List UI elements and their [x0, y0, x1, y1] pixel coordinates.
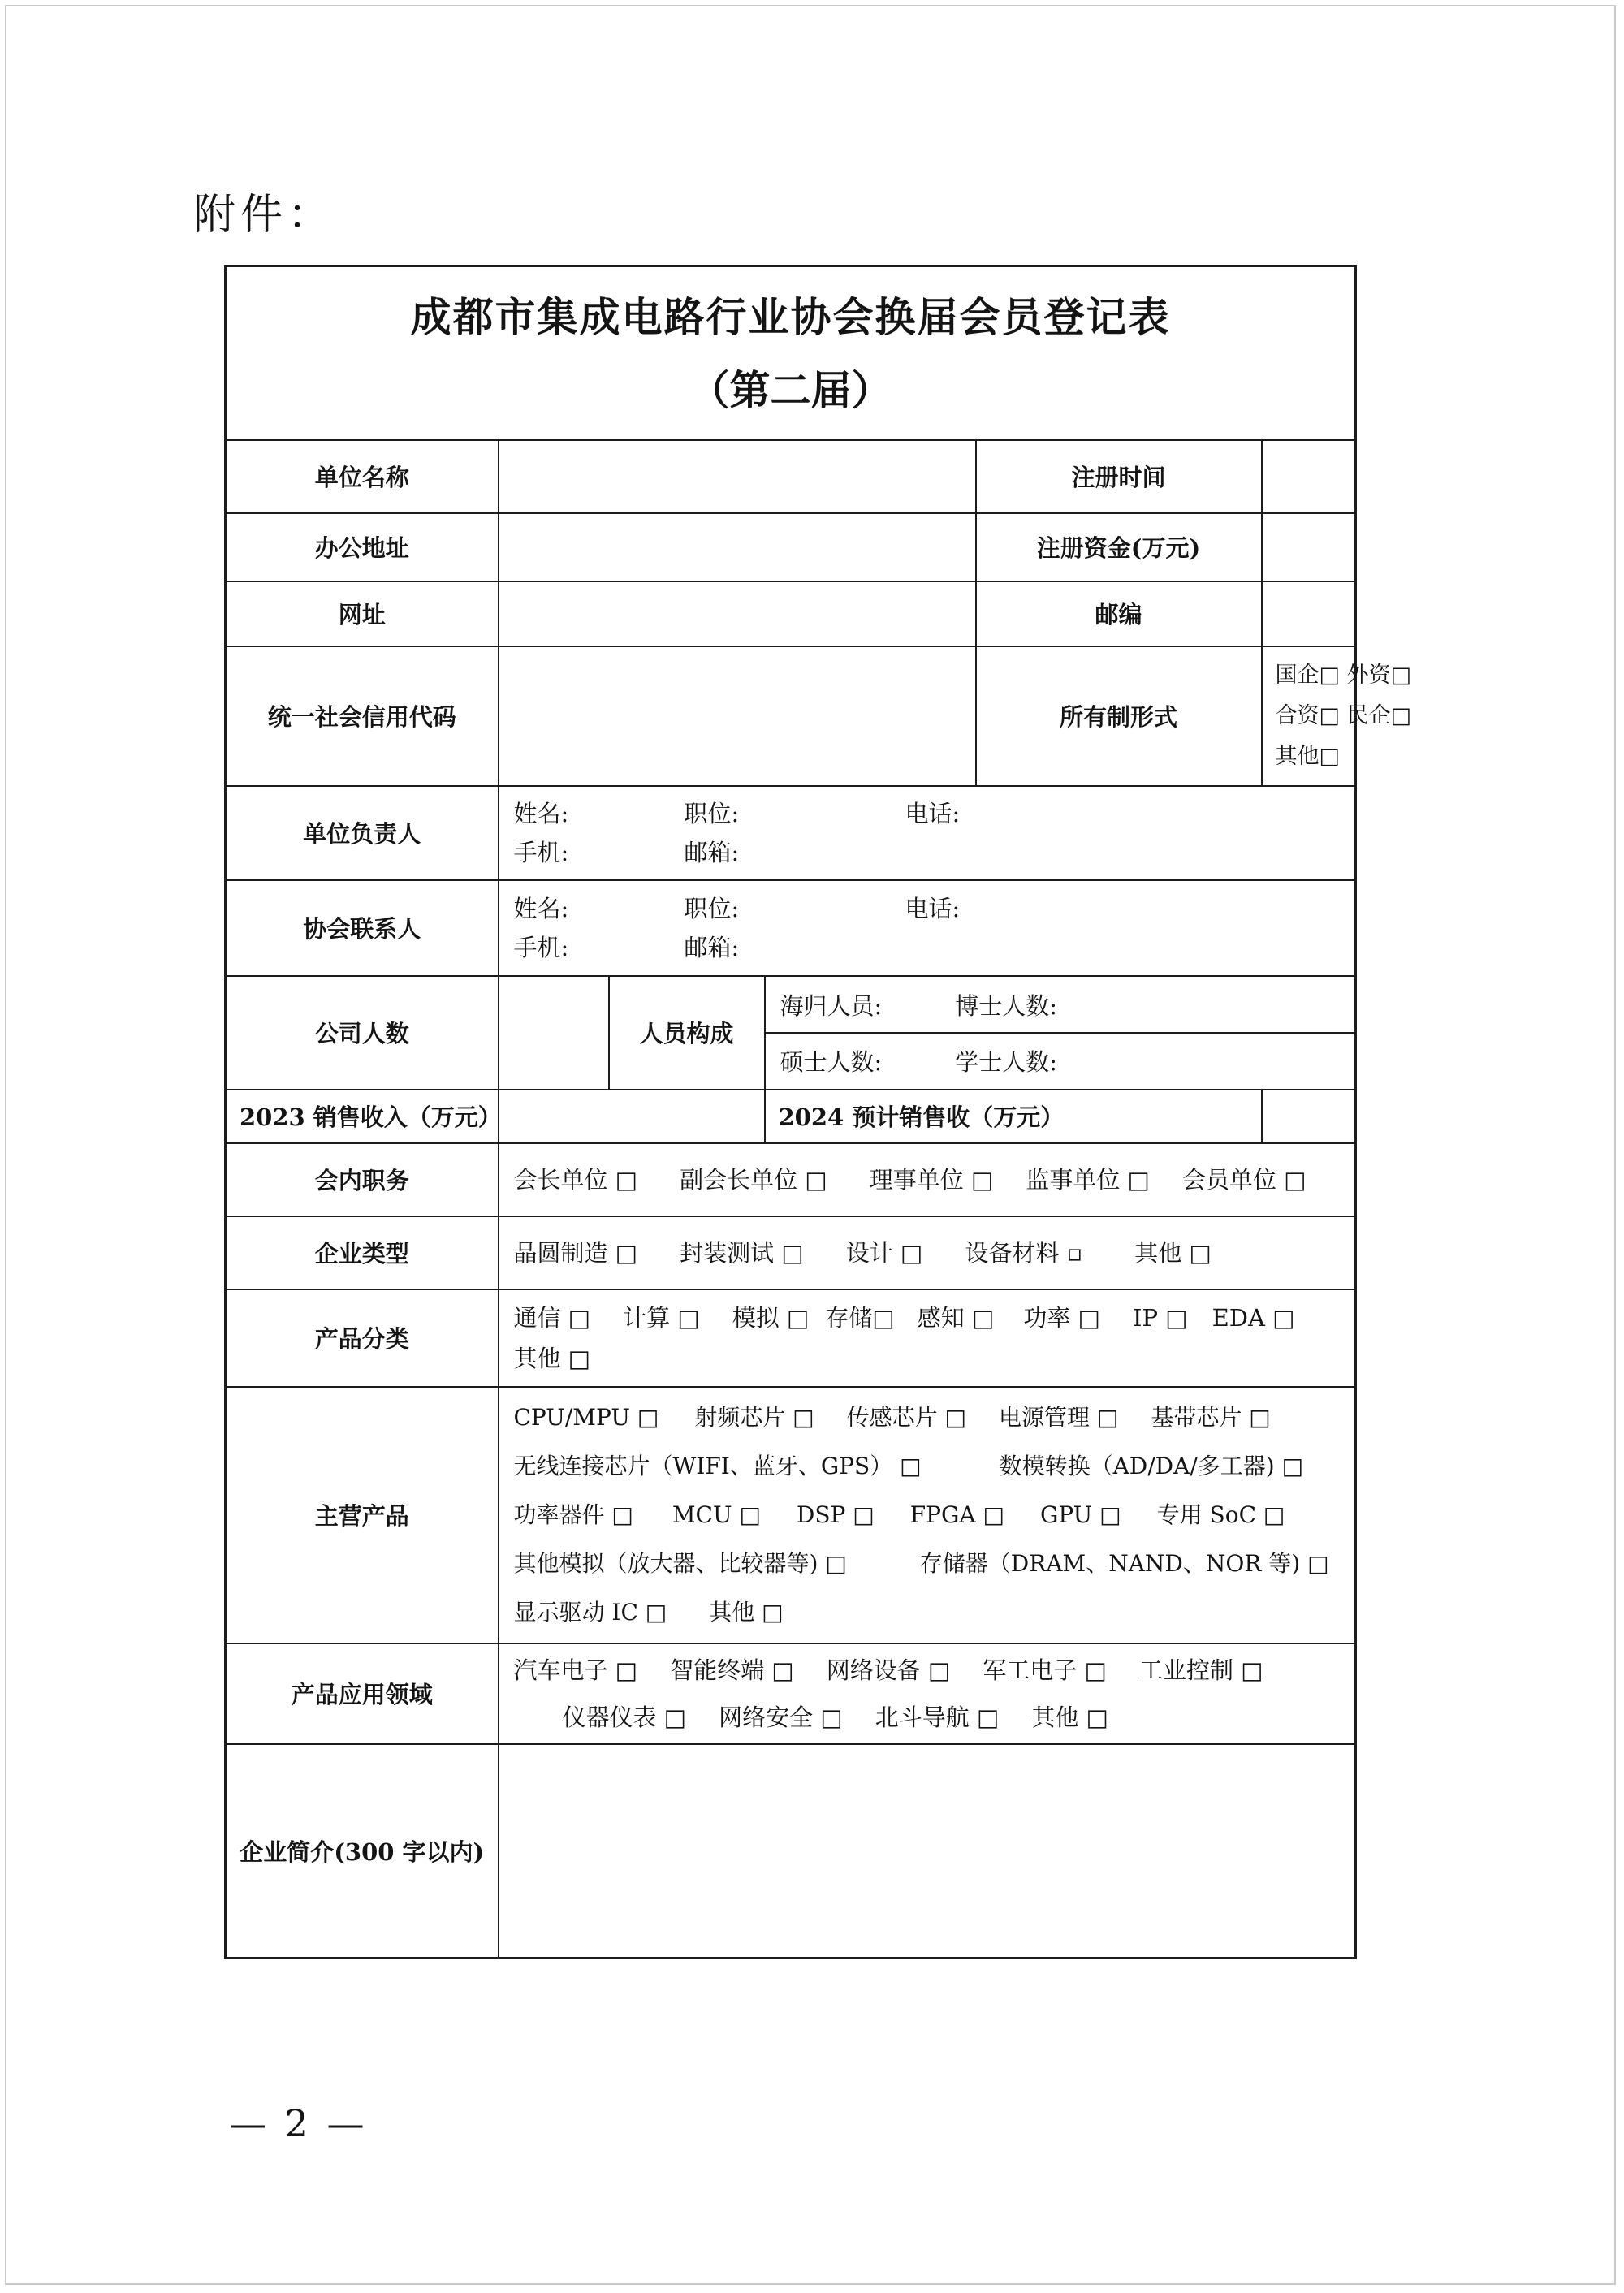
sales-2024-field[interactable] — [1262, 1090, 1356, 1143]
product-option[interactable]: MCU □ — [672, 1501, 761, 1528]
staff-row[interactable] — [766, 978, 1355, 1033]
category-option[interactable]: 模拟 □ — [732, 1303, 810, 1332]
email-field: 邮箱: — [684, 838, 740, 866]
staff-composition-label: 人员构成 — [609, 976, 765, 1090]
phone-field: 电话: — [905, 894, 961, 922]
type-option[interactable]: 晶圆制造 □ — [513, 1238, 638, 1267]
ownership-line[interactable]: 其他□ — [1275, 743, 1341, 769]
category-option[interactable]: 计算 □ — [623, 1303, 700, 1332]
product-option[interactable]: 存储器（DRAM、NAND、NOR 等) □ — [919, 1549, 1329, 1577]
staff-composition-table — [766, 978, 1355, 1088]
product-category-options[interactable] — [499, 1289, 1356, 1387]
product-option[interactable]: FPGA □ — [909, 1501, 1004, 1528]
registered-capital-label: 注册资金(万元) — [976, 513, 1262, 581]
mobile-field: 手机: — [513, 933, 569, 961]
office-address-label: 办公地址 — [226, 513, 499, 581]
unit-name-field[interactable] — [499, 440, 976, 513]
product-option[interactable]: 专用 SoC □ — [1156, 1501, 1285, 1528]
unit-name-label: 单位名称 — [226, 440, 499, 513]
form-title: 成都市集成电路行业协会换届会员登记表 — [410, 292, 1171, 341]
credit-code-field[interactable] — [499, 646, 976, 786]
staff-row[interactable] — [766, 1033, 1355, 1088]
category-option[interactable]: 其他 □ — [513, 1344, 591, 1372]
page-number: — 2 — — [229, 2101, 368, 2145]
product-option[interactable]: GPU □ — [1039, 1501, 1121, 1528]
product-option[interactable]: 传感芯片 □ — [846, 1403, 966, 1431]
type-option[interactable]: 设计 □ — [845, 1238, 923, 1267]
website-label: 网址 — [226, 581, 499, 646]
registration-time-field[interactable] — [1262, 440, 1356, 513]
product-option[interactable]: DSP □ — [796, 1501, 875, 1528]
category-option[interactable]: 功率 □ — [1023, 1303, 1101, 1332]
position-field: 职位: — [684, 799, 740, 827]
role-option[interactable]: 会长单位 □ — [513, 1165, 638, 1194]
postcode-label: 邮编 — [976, 581, 1262, 646]
product-option[interactable]: 无线连接芯片（WIFI、蓝牙、GPS） □ — [513, 1452, 922, 1479]
product-option[interactable]: 功率器件 □ — [513, 1501, 633, 1528]
application-option[interactable]: 网络安全 □ — [719, 1703, 843, 1731]
application-option[interactable]: 汽车电子 □ — [513, 1656, 638, 1684]
product-option[interactable]: 射频芯片 □ — [694, 1403, 814, 1431]
postcode-field[interactable] — [1262, 581, 1356, 646]
returnees-field: 海归人员: — [780, 991, 883, 1020]
email-field: 邮箱: — [684, 933, 740, 961]
product-option[interactable]: 其他模拟（放大器、比较器等) □ — [513, 1549, 847, 1577]
phone-field: 电话: — [905, 799, 961, 827]
application-option[interactable]: 军工电子 □ — [983, 1656, 1107, 1684]
form-subtitle: （第二届） — [689, 365, 892, 414]
application-option[interactable]: 北斗导航 □ — [875, 1703, 1000, 1731]
office-address-field[interactable] — [499, 513, 976, 581]
position-field: 职位: — [684, 894, 740, 922]
type-label: 企业类型 — [226, 1216, 499, 1289]
staff-count-label: 公司人数 — [226, 976, 499, 1090]
sales-2023-field[interactable] — [499, 1090, 765, 1143]
ownership-options[interactable] — [1262, 646, 1412, 786]
association-contact-fields[interactable] — [499, 880, 1356, 976]
registration-form — [224, 265, 1412, 1959]
attachment-label: 附件： — [193, 191, 335, 240]
type-option[interactable]: 封装测试 □ — [680, 1238, 804, 1267]
application-option[interactable]: 其他 □ — [1031, 1703, 1108, 1731]
ownership-label: 所有制形式 — [976, 646, 1262, 786]
application-option[interactable]: 网络设备 □ — [826, 1656, 951, 1684]
main-product-label: 主营产品 — [226, 1387, 499, 1643]
product-option[interactable]: 数模转换（AD/DA/多工器) □ — [999, 1452, 1304, 1479]
category-option[interactable]: EDA □ — [1212, 1303, 1295, 1332]
sales-2024-label: 2024 预计销售收（万元） — [765, 1090, 1262, 1143]
profile-field[interactable] — [499, 1744, 1356, 1958]
sales-2023-label: 2023 销售收入（万元） — [226, 1090, 499, 1143]
application-option[interactable]: 智能终端 □ — [670, 1656, 794, 1684]
application-options[interactable] — [499, 1643, 1356, 1744]
product-option[interactable]: 电源管理 □ — [999, 1403, 1119, 1431]
product-category-label: 产品分类 — [226, 1289, 499, 1387]
product-option[interactable]: 其他 □ — [709, 1598, 784, 1626]
type-options[interactable] — [499, 1216, 1356, 1289]
role-label: 会内职务 — [226, 1143, 499, 1216]
staff-composition-cell[interactable] — [765, 976, 1356, 1090]
contact-label: 协会联系人 — [226, 880, 499, 976]
credit-code-label: 统一社会信用代码 — [226, 646, 499, 786]
product-option[interactable]: 基带芯片 □ — [1151, 1403, 1271, 1431]
type-option[interactable]: 设备材料 ▫ — [965, 1238, 1083, 1267]
category-option[interactable]: 感知 □ — [917, 1303, 995, 1332]
mobile-field: 手机: — [513, 838, 569, 866]
ownership-line[interactable]: 合资□ 民企□ — [1275, 702, 1412, 728]
phd-field: 博士人数: — [955, 991, 1058, 1020]
application-option[interactable]: 工业控制 □ — [1139, 1656, 1263, 1684]
category-option[interactable]: 存储□ — [825, 1303, 895, 1332]
application-option[interactable]: 仪器仪表 □ — [562, 1703, 687, 1731]
product-option[interactable]: 显示驱动 IC □ — [513, 1598, 667, 1626]
product-option[interactable]: CPU/MPU □ — [513, 1403, 659, 1431]
category-option[interactable]: 通信 □ — [513, 1303, 591, 1332]
master-field: 硕士人数: — [780, 1047, 883, 1076]
name-field: 姓名: — [513, 799, 569, 827]
role-option[interactable]: 会员单位 □ — [1182, 1165, 1307, 1194]
bachelor-field: 学士人数: — [955, 1047, 1058, 1076]
role-option[interactable]: 副会长单位 □ — [680, 1165, 827, 1194]
role-option[interactable]: 监事单位 □ — [1026, 1165, 1150, 1194]
role-option[interactable]: 理事单位 □ — [869, 1165, 994, 1194]
registration-time-label: 注册时间 — [976, 440, 1262, 513]
main-product-options[interactable] — [499, 1387, 1356, 1643]
ownership-line[interactable]: 国企□ 外资□ — [1275, 662, 1412, 688]
registered-capital-field[interactable] — [1262, 513, 1356, 581]
profile-label: 企业简介(300 字以内) — [226, 1744, 499, 1958]
website-field[interactable] — [499, 581, 976, 646]
staff-count-field[interactable] — [499, 976, 609, 1090]
head-contact-fields[interactable] — [499, 786, 1356, 880]
head-label: 单位负责人 — [226, 786, 499, 880]
type-option[interactable]: 其他 □ — [1134, 1238, 1212, 1267]
application-label: 产品应用领域 — [226, 1643, 499, 1744]
name-field: 姓名: — [513, 894, 569, 922]
role-options[interactable] — [499, 1143, 1356, 1216]
category-option[interactable]: IP □ — [1133, 1303, 1188, 1332]
form-title-cell — [226, 266, 1356, 440]
